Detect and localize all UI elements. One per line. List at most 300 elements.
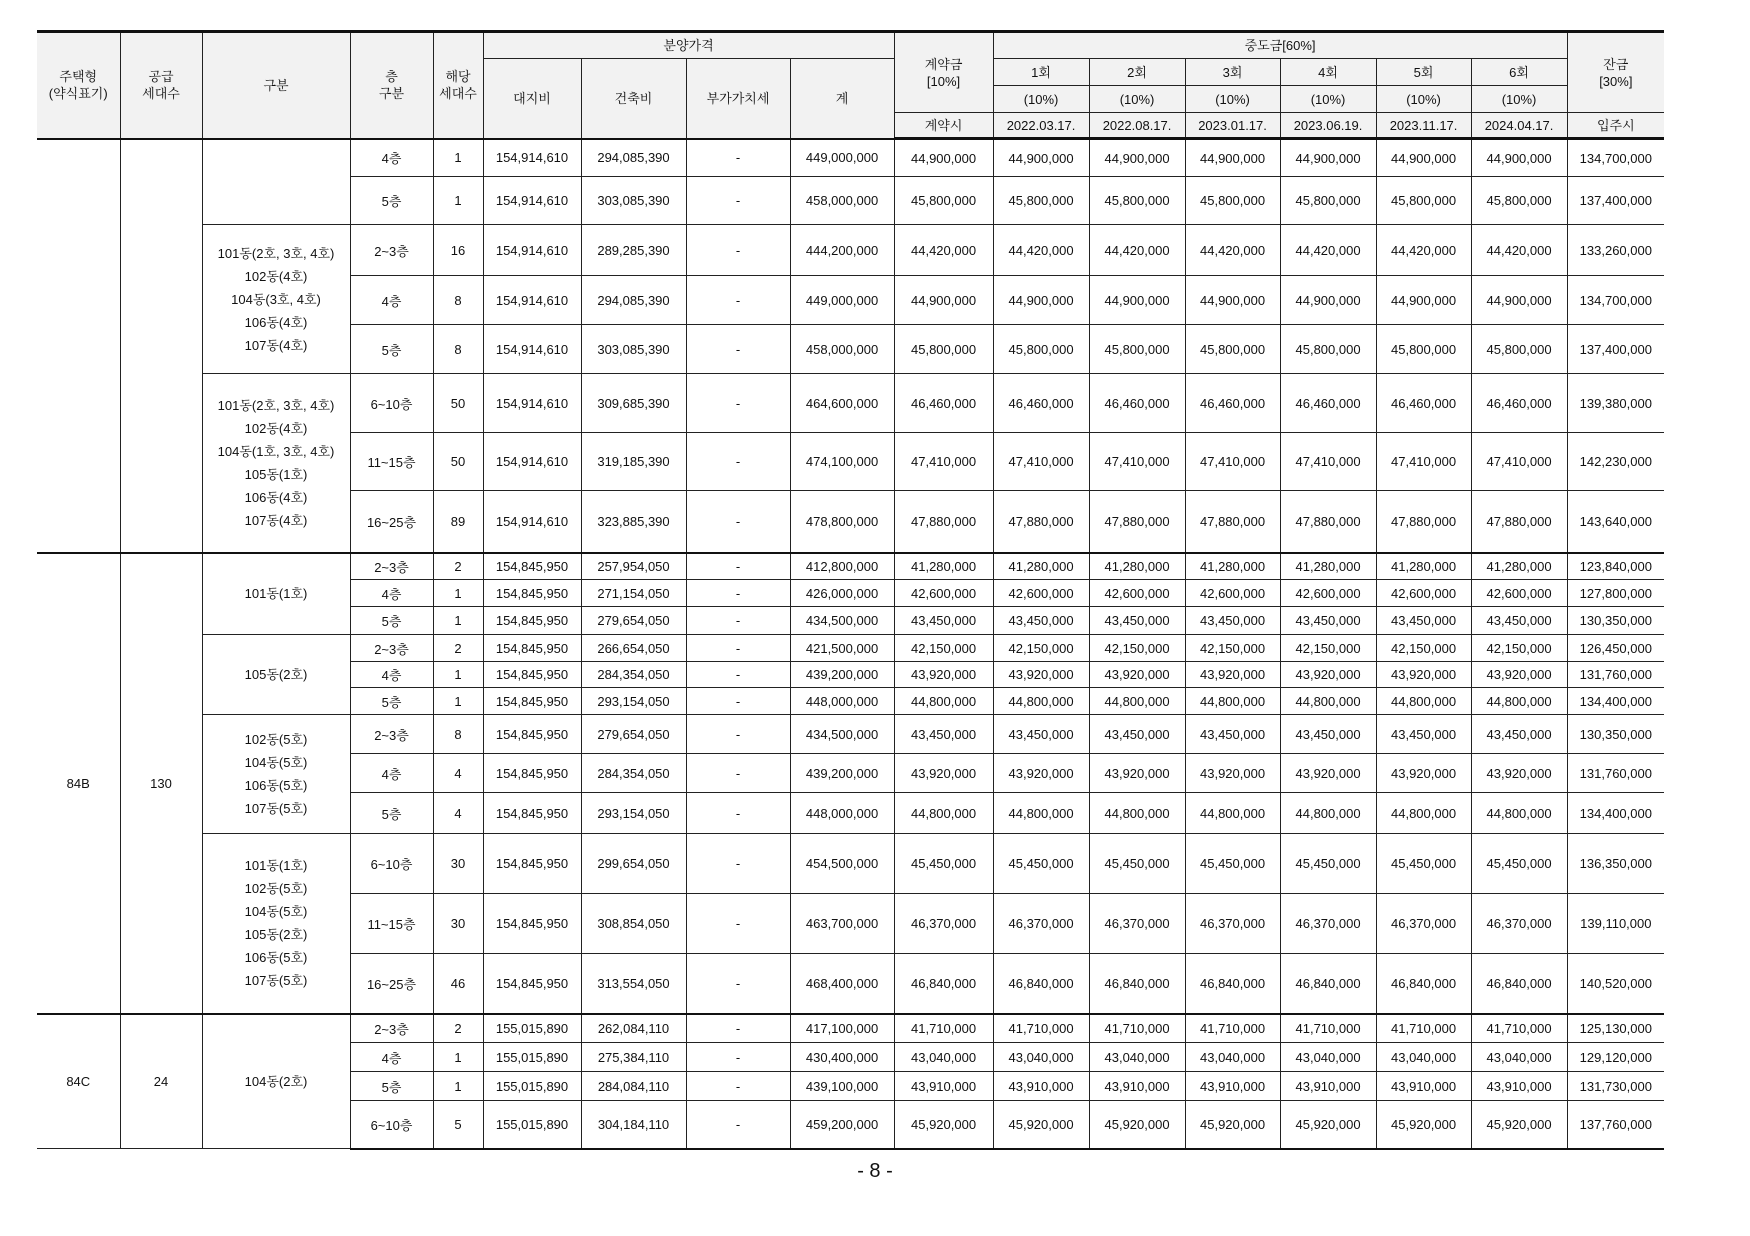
middle-payment-1-cell: 44,800,000 xyxy=(993,688,1089,715)
units-cell: 4 xyxy=(433,793,483,834)
middle-payment-5-cell: 43,450,000 xyxy=(1376,715,1471,754)
building-price-cell: 313,554,050 xyxy=(581,954,686,1014)
middle-payment-3-cell: 44,900,000 xyxy=(1185,139,1280,177)
floor-cell: 2~3층 xyxy=(350,553,433,580)
vat-cell: - xyxy=(686,715,790,754)
deposit-cell: 43,910,000 xyxy=(894,1072,993,1101)
building-price-cell: 319,185,390 xyxy=(581,433,686,491)
balance-cell: 134,700,000 xyxy=(1567,139,1664,177)
units-cell: 4 xyxy=(433,754,483,793)
floor-cell: 4층 xyxy=(350,1043,433,1072)
total-price-cell: 434,500,000 xyxy=(790,715,894,754)
division-line: 104동(2호) xyxy=(244,1073,308,1089)
header-middle-5-date: 2023.11.17. xyxy=(1376,113,1471,139)
middle-payment-4-cell: 43,450,000 xyxy=(1280,715,1376,754)
division-line: 105동(2호) xyxy=(244,927,308,943)
building-price-cell: 303,085,390 xyxy=(581,177,686,225)
division-line: 105동(1호) xyxy=(244,466,308,482)
middle-payment-1-cell: 46,840,000 xyxy=(993,954,1089,1014)
balance-cell: 126,450,000 xyxy=(1567,635,1664,662)
header-middle-2-pct: (10%) xyxy=(1089,86,1185,113)
middle-payment-5-cell: 47,410,000 xyxy=(1376,433,1471,491)
middle-payment-4-cell: 43,450,000 xyxy=(1280,607,1376,635)
middle-payment-2-cell: 44,800,000 xyxy=(1089,688,1185,715)
middle-payment-5-cell: 44,900,000 xyxy=(1376,139,1471,177)
table-row xyxy=(37,374,1664,433)
deposit-cell: 44,800,000 xyxy=(894,793,993,834)
middle-payment-2-cell: 45,450,000 xyxy=(1089,834,1185,894)
division-line: 102동(5호) xyxy=(244,881,308,897)
header-middle-6-date: 2024.04.17. xyxy=(1471,113,1567,139)
floor-cell: 6~10층 xyxy=(350,1101,433,1149)
middle-payment-5-cell: 43,920,000 xyxy=(1376,662,1471,688)
vat-cell: - xyxy=(686,954,790,1014)
balance-cell: 133,260,000 xyxy=(1567,225,1664,276)
units-cell: 8 xyxy=(433,715,483,754)
middle-payment-4-cell: 41,710,000 xyxy=(1280,1014,1376,1043)
division-line: 106동(4호) xyxy=(244,489,308,505)
deposit-cell: 43,920,000 xyxy=(894,662,993,688)
middle-payment-3-cell: 43,910,000 xyxy=(1185,1072,1280,1101)
floor-cell: 4층 xyxy=(350,754,433,793)
middle-payment-4-cell: 44,900,000 xyxy=(1280,276,1376,325)
balance-cell: 137,400,000 xyxy=(1567,177,1664,225)
middle-payment-5-cell: 44,800,000 xyxy=(1376,688,1471,715)
middle-payment-3-cell: 42,600,000 xyxy=(1185,580,1280,607)
deposit-cell: 47,880,000 xyxy=(894,491,993,553)
building-price-cell: 308,854,050 xyxy=(581,894,686,954)
balance-cell: 125,130,000 xyxy=(1567,1014,1664,1043)
header-balance: 잔금 [30%] xyxy=(1567,32,1664,113)
units-cell: 8 xyxy=(433,325,483,374)
middle-payment-6-cell: 41,710,000 xyxy=(1471,1014,1567,1043)
floor-cell: 16~25층 xyxy=(350,491,433,553)
division-line: 104동(5호) xyxy=(244,755,308,770)
table-row xyxy=(37,1014,1664,1043)
units-cell: 50 xyxy=(433,374,483,433)
division-cell xyxy=(202,1014,350,1149)
middle-payment-2-cell: 43,920,000 xyxy=(1089,754,1185,793)
division-line: 106동(5호) xyxy=(244,950,308,966)
floor-cell: 11~15층 xyxy=(350,894,433,954)
division-line: 107동(4호) xyxy=(244,512,308,528)
middle-payment-5-cell: 46,840,000 xyxy=(1376,954,1471,1014)
total-price-cell: 458,000,000 xyxy=(790,325,894,374)
total-price-cell: 434,500,000 xyxy=(790,607,894,635)
middle-payment-6-cell: 44,420,000 xyxy=(1471,225,1567,276)
units-cell: 46 xyxy=(433,954,483,1014)
header-balance-when: 입주시 xyxy=(1567,113,1664,139)
deposit-cell: 45,800,000 xyxy=(894,325,993,374)
division-cell xyxy=(202,374,350,553)
middle-payment-2-cell: 41,280,000 xyxy=(1089,553,1185,580)
total-price-cell: 474,100,000 xyxy=(790,433,894,491)
middle-payment-2-cell: 44,420,000 xyxy=(1089,225,1185,276)
vat-cell: - xyxy=(686,1043,790,1072)
total-price-cell: 426,000,000 xyxy=(790,580,894,607)
total-price-cell: 464,600,000 xyxy=(790,374,894,433)
total-price-cell: 421,500,000 xyxy=(790,635,894,662)
vat-cell: - xyxy=(686,325,790,374)
balance-cell: 131,730,000 xyxy=(1567,1072,1664,1101)
total-price-cell: 448,000,000 xyxy=(790,688,894,715)
balance-cell: 134,400,000 xyxy=(1567,793,1664,834)
middle-payment-5-cell: 46,460,000 xyxy=(1376,374,1471,433)
deposit-cell: 47,410,000 xyxy=(894,433,993,491)
vat-cell: - xyxy=(686,1014,790,1043)
vat-cell: - xyxy=(686,894,790,954)
middle-payment-6-cell: 43,920,000 xyxy=(1471,754,1567,793)
page-number: - 8 - xyxy=(857,1160,893,1182)
building-price-cell: 262,084,110 xyxy=(581,1014,686,1043)
middle-payment-5-cell: 42,150,000 xyxy=(1376,635,1471,662)
building-price-cell: 303,085,390 xyxy=(581,325,686,374)
middle-payment-3-cell: 45,800,000 xyxy=(1185,325,1280,374)
total-price-cell: 439,200,000 xyxy=(790,662,894,688)
units-cell: 2 xyxy=(433,1014,483,1043)
vat-cell: - xyxy=(686,754,790,793)
vat-cell: - xyxy=(686,1072,790,1101)
deposit-cell: 43,450,000 xyxy=(894,715,993,754)
header-middle-5: 5회 xyxy=(1376,59,1471,86)
price-table xyxy=(37,30,1664,1150)
middle-payment-3-cell: 45,450,000 xyxy=(1185,834,1280,894)
middle-payment-5-cell: 43,920,000 xyxy=(1376,754,1471,793)
middle-payment-4-cell: 42,600,000 xyxy=(1280,580,1376,607)
building-price-cell: 266,654,050 xyxy=(581,635,686,662)
units-cell: 30 xyxy=(433,894,483,954)
middle-payment-5-cell: 42,600,000 xyxy=(1376,580,1471,607)
middle-payment-4-cell: 46,370,000 xyxy=(1280,894,1376,954)
header-middle-1: 1회 xyxy=(993,59,1089,86)
middle-payment-5-cell: 45,800,000 xyxy=(1376,177,1471,225)
header-middle-3: 3회 xyxy=(1185,59,1280,86)
middle-payment-6-cell: 46,460,000 xyxy=(1471,374,1567,433)
total-price-cell: 449,000,000 xyxy=(790,276,894,325)
middle-payment-1-cell: 42,600,000 xyxy=(993,580,1089,607)
vat-cell: - xyxy=(686,553,790,580)
deposit-cell: 41,710,000 xyxy=(894,1014,993,1043)
division-line: 101동(2호, 3호, 4호) xyxy=(217,397,335,413)
table-header xyxy=(37,32,1664,139)
housing-type-cell: 84C xyxy=(37,1014,120,1149)
middle-payment-2-cell: 46,460,000 xyxy=(1089,374,1185,433)
building-price-cell: 323,885,390 xyxy=(581,491,686,553)
building-price-cell: 279,654,050 xyxy=(581,607,686,635)
middle-payment-6-cell: 44,800,000 xyxy=(1471,688,1567,715)
supply-count-cell: 130 xyxy=(120,553,202,1014)
middle-payment-2-cell: 42,600,000 xyxy=(1089,580,1185,607)
vat-cell: - xyxy=(686,834,790,894)
middle-payment-2-cell: 47,410,000 xyxy=(1089,433,1185,491)
floor-cell: 16~25층 xyxy=(350,954,433,1014)
middle-payment-5-cell: 43,910,000 xyxy=(1376,1072,1471,1101)
deposit-cell: 41,280,000 xyxy=(894,553,993,580)
middle-payment-6-cell: 45,920,000 xyxy=(1471,1101,1567,1149)
middle-payment-3-cell: 43,450,000 xyxy=(1185,715,1280,754)
middle-payment-4-cell: 44,800,000 xyxy=(1280,793,1376,834)
middle-payment-3-cell: 44,800,000 xyxy=(1185,793,1280,834)
deposit-cell: 43,450,000 xyxy=(894,607,993,635)
middle-payment-3-cell: 46,460,000 xyxy=(1185,374,1280,433)
header-middle-6: 6회 xyxy=(1471,59,1567,86)
header-deposit-when: 계약시 xyxy=(894,113,993,139)
division-cell xyxy=(202,553,350,635)
middle-payment-6-cell: 43,450,000 xyxy=(1471,715,1567,754)
units-cell: 1 xyxy=(433,580,483,607)
header-building: 건축비 xyxy=(581,59,686,139)
middle-payment-6-cell: 45,800,000 xyxy=(1471,177,1567,225)
total-price-cell: 458,000,000 xyxy=(790,177,894,225)
building-price-cell: 271,154,050 xyxy=(581,580,686,607)
vat-cell: - xyxy=(686,688,790,715)
middle-payment-5-cell: 41,710,000 xyxy=(1376,1014,1471,1043)
middle-payment-1-cell: 45,450,000 xyxy=(993,834,1089,894)
balance-cell: 131,760,000 xyxy=(1567,754,1664,793)
middle-payment-5-cell: 44,900,000 xyxy=(1376,276,1471,325)
land-price-cell: 154,914,610 xyxy=(483,276,581,325)
header-price-group: 분양가격 xyxy=(483,32,894,59)
middle-payment-4-cell: 42,150,000 xyxy=(1280,635,1376,662)
middle-payment-1-cell: 42,150,000 xyxy=(993,635,1089,662)
header-middle-2-date: 2022.08.17. xyxy=(1089,113,1185,139)
balance-cell: 136,350,000 xyxy=(1567,834,1664,894)
middle-payment-2-cell: 44,900,000 xyxy=(1089,276,1185,325)
middle-payment-4-cell: 47,410,000 xyxy=(1280,433,1376,491)
land-price-cell: 155,015,890 xyxy=(483,1101,581,1149)
middle-payment-1-cell: 47,410,000 xyxy=(993,433,1089,491)
total-price-cell: 444,200,000 xyxy=(790,225,894,276)
middle-payment-4-cell: 44,420,000 xyxy=(1280,225,1376,276)
middle-payment-6-cell: 45,450,000 xyxy=(1471,834,1567,894)
middle-payment-4-cell: 46,840,000 xyxy=(1280,954,1376,1014)
total-price-cell: 454,500,000 xyxy=(790,834,894,894)
balance-cell: 139,110,000 xyxy=(1567,894,1664,954)
building-price-cell: 294,085,390 xyxy=(581,139,686,177)
header-middle-1-date: 2022.03.17. xyxy=(993,113,1089,139)
supply-count-cell xyxy=(120,139,202,553)
balance-cell: 129,120,000 xyxy=(1567,1043,1664,1072)
division-cell xyxy=(202,225,350,374)
table-body xyxy=(37,139,1664,1149)
floor-cell: 5층 xyxy=(350,793,433,834)
land-price-cell: 154,845,950 xyxy=(483,754,581,793)
middle-payment-1-cell: 43,450,000 xyxy=(993,607,1089,635)
floor-cell: 5층 xyxy=(350,1072,433,1101)
middle-payment-3-cell: 42,150,000 xyxy=(1185,635,1280,662)
middle-payment-3-cell: 44,420,000 xyxy=(1185,225,1280,276)
middle-payment-5-cell: 44,420,000 xyxy=(1376,225,1471,276)
middle-payment-2-cell: 43,920,000 xyxy=(1089,662,1185,688)
deposit-cell: 42,150,000 xyxy=(894,635,993,662)
middle-payment-3-cell: 47,880,000 xyxy=(1185,491,1280,553)
total-price-cell: 468,400,000 xyxy=(790,954,894,1014)
middle-payment-2-cell: 43,910,000 xyxy=(1089,1072,1185,1101)
middle-payment-6-cell: 47,880,000 xyxy=(1471,491,1567,553)
middle-payment-3-cell: 46,370,000 xyxy=(1185,894,1280,954)
land-price-cell: 154,845,950 xyxy=(483,635,581,662)
floor-cell: 2~3층 xyxy=(350,635,433,662)
division-line: 105동(2호) xyxy=(244,667,308,682)
floor-cell: 5층 xyxy=(350,688,433,715)
units-cell: 5 xyxy=(433,1101,483,1149)
floor-cell: 4층 xyxy=(350,276,433,325)
middle-payment-2-cell: 46,370,000 xyxy=(1089,894,1185,954)
middle-payment-3-cell: 41,280,000 xyxy=(1185,553,1280,580)
middle-payment-6-cell: 41,280,000 xyxy=(1471,553,1567,580)
middle-payment-5-cell: 45,800,000 xyxy=(1376,325,1471,374)
deposit-cell: 43,040,000 xyxy=(894,1043,993,1072)
division-line: 101동(1호) xyxy=(244,586,308,602)
header-middle-2: 2회 xyxy=(1089,59,1185,86)
middle-payment-1-cell: 46,460,000 xyxy=(993,374,1089,433)
balance-cell: 143,640,000 xyxy=(1567,491,1664,553)
middle-payment-6-cell: 46,370,000 xyxy=(1471,894,1567,954)
header-middle-3-date: 2023.01.17. xyxy=(1185,113,1280,139)
middle-payment-4-cell: 45,920,000 xyxy=(1280,1101,1376,1149)
division-cell xyxy=(202,834,350,1014)
middle-payment-1-cell: 46,370,000 xyxy=(993,894,1089,954)
division-line: 102동(5호) xyxy=(244,732,308,747)
header-middle-5-pct: (10%) xyxy=(1376,86,1471,113)
balance-cell: 139,380,000 xyxy=(1567,374,1664,433)
units-cell: 8 xyxy=(433,276,483,325)
building-price-cell: 279,654,050 xyxy=(581,715,686,754)
middle-payment-5-cell: 47,880,000 xyxy=(1376,491,1471,553)
vat-cell: - xyxy=(686,491,790,553)
vat-cell: - xyxy=(686,793,790,834)
middle-payment-5-cell: 43,040,000 xyxy=(1376,1043,1471,1072)
units-cell: 1 xyxy=(433,688,483,715)
middle-payment-4-cell: 47,880,000 xyxy=(1280,491,1376,553)
building-price-cell: 299,654,050 xyxy=(581,834,686,894)
floor-cell: 2~3층 xyxy=(350,225,433,276)
floor-cell: 5층 xyxy=(350,177,433,225)
division-line: 102동(4호) xyxy=(244,420,308,436)
building-price-cell: 289,285,390 xyxy=(581,225,686,276)
floor-cell: 11~15층 xyxy=(350,433,433,491)
vat-cell: - xyxy=(686,374,790,433)
total-price-cell: 439,200,000 xyxy=(790,754,894,793)
middle-payment-1-cell: 43,920,000 xyxy=(993,754,1089,793)
floor-cell: 4층 xyxy=(350,580,433,607)
land-price-cell: 154,914,610 xyxy=(483,225,581,276)
land-price-cell: 154,845,950 xyxy=(483,688,581,715)
housing-type-cell xyxy=(37,139,120,553)
middle-payment-3-cell: 41,710,000 xyxy=(1185,1014,1280,1043)
balance-cell: 137,760,000 xyxy=(1567,1101,1664,1149)
vat-cell: - xyxy=(686,635,790,662)
deposit-cell: 42,600,000 xyxy=(894,580,993,607)
middle-payment-4-cell: 44,900,000 xyxy=(1280,139,1376,177)
division-line: 102동(4호) xyxy=(244,268,308,284)
middle-payment-3-cell: 43,920,000 xyxy=(1185,662,1280,688)
division-cell xyxy=(202,139,350,225)
building-price-cell: 284,084,110 xyxy=(581,1072,686,1101)
middle-payment-2-cell: 45,800,000 xyxy=(1089,177,1185,225)
middle-payment-6-cell: 42,150,000 xyxy=(1471,635,1567,662)
division-line: 106동(4호) xyxy=(244,314,308,330)
floor-cell: 6~10층 xyxy=(350,374,433,433)
middle-payment-3-cell: 45,920,000 xyxy=(1185,1101,1280,1149)
middle-payment-2-cell: 43,040,000 xyxy=(1089,1043,1185,1072)
vat-cell: - xyxy=(686,1101,790,1149)
land-price-cell: 154,914,610 xyxy=(483,374,581,433)
middle-payment-2-cell: 45,800,000 xyxy=(1089,325,1185,374)
middle-payment-6-cell: 44,900,000 xyxy=(1471,139,1567,177)
deposit-cell: 44,900,000 xyxy=(894,276,993,325)
total-price-cell: 459,200,000 xyxy=(790,1101,894,1149)
middle-payment-4-cell: 46,460,000 xyxy=(1280,374,1376,433)
middle-payment-4-cell: 44,800,000 xyxy=(1280,688,1376,715)
total-price-cell: 463,700,000 xyxy=(790,894,894,954)
middle-payment-3-cell: 45,800,000 xyxy=(1185,177,1280,225)
floor-cell: 6~10층 xyxy=(350,834,433,894)
total-price-cell: 448,000,000 xyxy=(790,793,894,834)
floor-cell: 4층 xyxy=(350,139,433,177)
balance-cell: 131,760,000 xyxy=(1567,662,1664,688)
header-floor: 층 구분 xyxy=(350,32,433,139)
header-middle-4-date: 2023.06.19. xyxy=(1280,113,1376,139)
total-price-cell: 478,800,000 xyxy=(790,491,894,553)
header-total: 계 xyxy=(790,59,894,139)
land-price-cell: 154,845,950 xyxy=(483,715,581,754)
middle-payment-1-cell: 43,040,000 xyxy=(993,1043,1089,1072)
units-cell: 50 xyxy=(433,433,483,491)
land-price-cell: 155,015,890 xyxy=(483,1014,581,1043)
middle-payment-3-cell: 43,040,000 xyxy=(1185,1043,1280,1072)
middle-payment-2-cell: 47,880,000 xyxy=(1089,491,1185,553)
floor-cell: 2~3층 xyxy=(350,715,433,754)
middle-payment-6-cell: 43,040,000 xyxy=(1471,1043,1567,1072)
middle-payment-4-cell: 41,280,000 xyxy=(1280,553,1376,580)
header-middle-3-pct: (10%) xyxy=(1185,86,1280,113)
land-price-cell: 154,845,950 xyxy=(483,894,581,954)
units-cell: 1 xyxy=(433,1043,483,1072)
middle-payment-2-cell: 45,920,000 xyxy=(1089,1101,1185,1149)
vat-cell: - xyxy=(686,276,790,325)
land-price-cell: 154,845,950 xyxy=(483,553,581,580)
total-price-cell: 439,100,000 xyxy=(790,1072,894,1101)
land-price-cell: 154,845,950 xyxy=(483,834,581,894)
table-row xyxy=(37,553,1664,580)
building-price-cell: 293,154,050 xyxy=(581,688,686,715)
vat-cell: - xyxy=(686,662,790,688)
middle-payment-2-cell: 44,800,000 xyxy=(1089,793,1185,834)
middle-payment-2-cell: 42,150,000 xyxy=(1089,635,1185,662)
header-middle-1-pct: (10%) xyxy=(993,86,1089,113)
middle-payment-3-cell: 43,450,000 xyxy=(1185,607,1280,635)
middle-payment-6-cell: 44,800,000 xyxy=(1471,793,1567,834)
division-line: 101동(1호) xyxy=(244,858,308,874)
middle-payment-1-cell: 47,880,000 xyxy=(993,491,1089,553)
balance-cell: 142,230,000 xyxy=(1567,433,1664,491)
middle-payment-5-cell: 44,800,000 xyxy=(1376,793,1471,834)
units-cell: 1 xyxy=(433,177,483,225)
middle-payment-2-cell: 46,840,000 xyxy=(1089,954,1185,1014)
middle-payment-6-cell: 43,910,000 xyxy=(1471,1072,1567,1101)
total-price-cell: 412,800,000 xyxy=(790,553,894,580)
middle-payment-5-cell: 43,450,000 xyxy=(1376,607,1471,635)
middle-payment-6-cell: 45,800,000 xyxy=(1471,325,1567,374)
vat-cell: - xyxy=(686,225,790,276)
total-price-cell: 417,100,000 xyxy=(790,1014,894,1043)
building-price-cell: 304,184,110 xyxy=(581,1101,686,1149)
middle-payment-6-cell: 42,600,000 xyxy=(1471,580,1567,607)
deposit-cell: 44,420,000 xyxy=(894,225,993,276)
middle-payment-2-cell: 44,900,000 xyxy=(1089,139,1185,177)
middle-payment-2-cell: 43,450,000 xyxy=(1089,607,1185,635)
